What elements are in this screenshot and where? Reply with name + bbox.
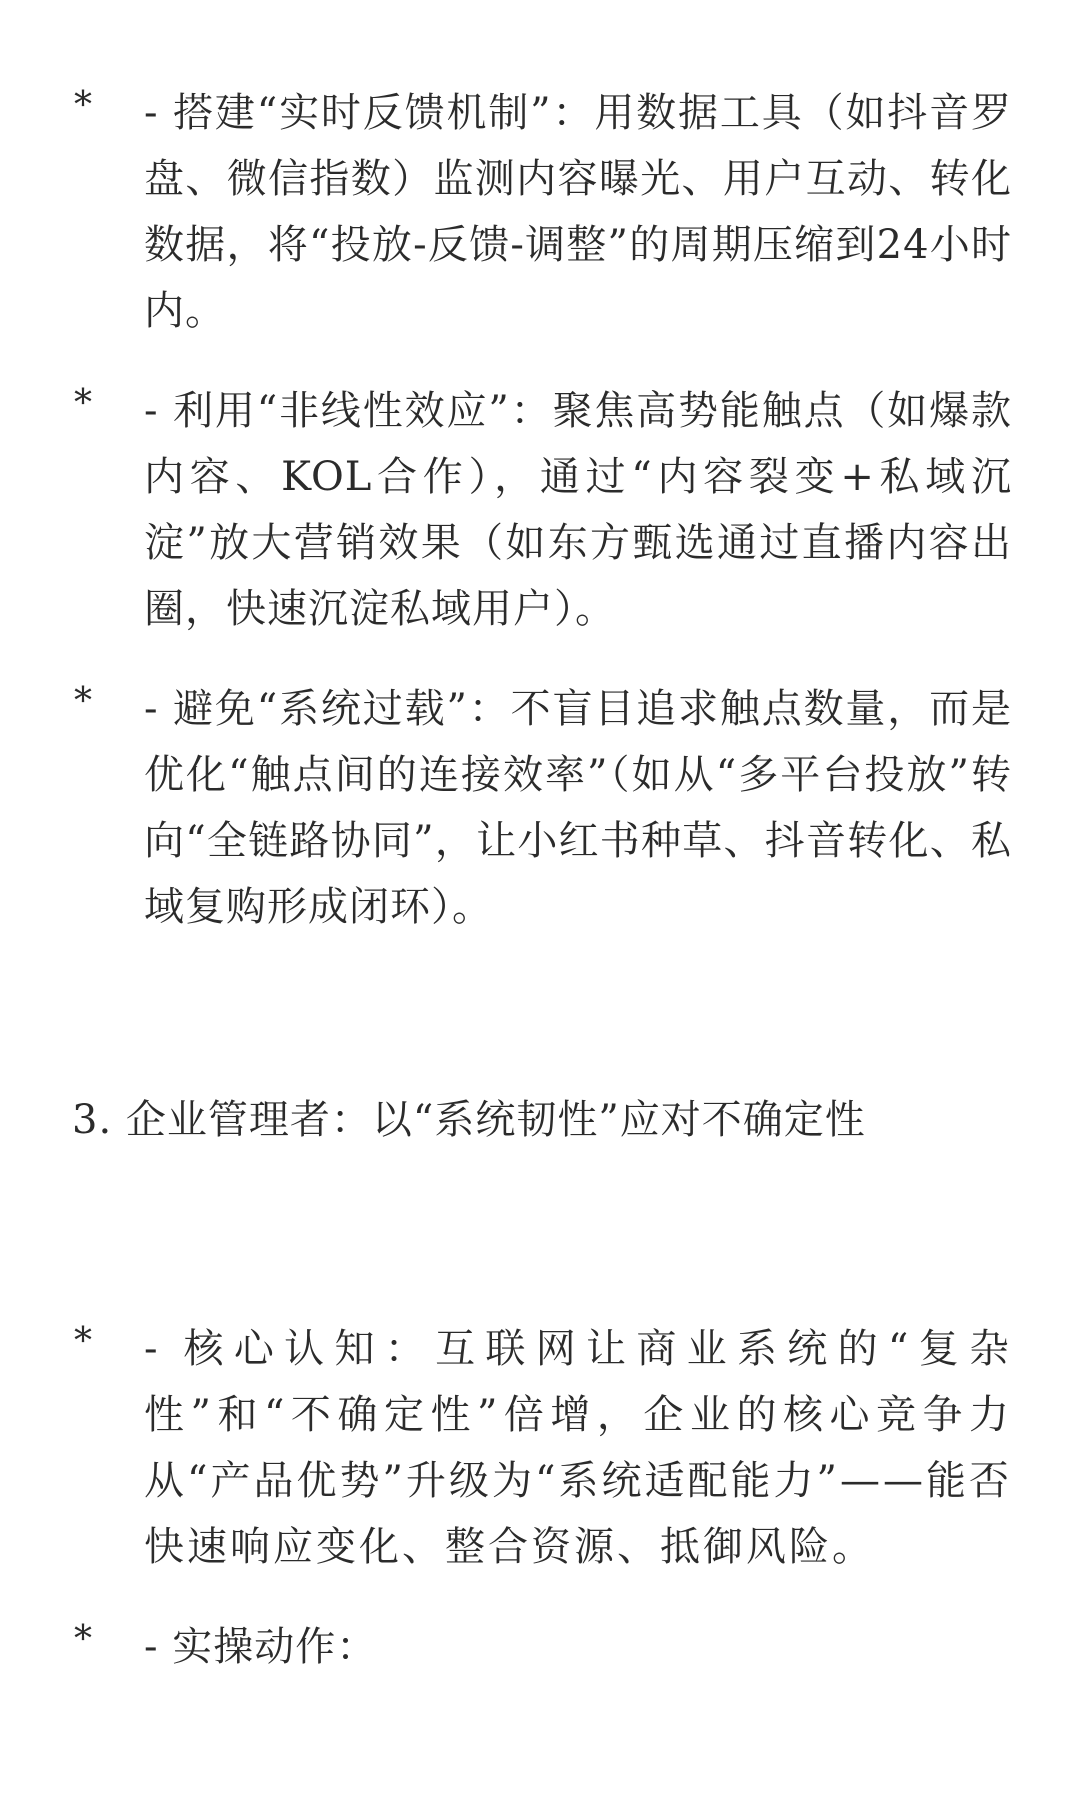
section-heading: 3. 企业管理者：以“系统韧性”应对不确定性	[72, 1097, 866, 1143]
bullet-marker: *	[74, 681, 92, 722]
bullet-marker: *	[74, 1321, 92, 1362]
bullet-marker: *	[74, 85, 92, 126]
bullet-marker: *	[74, 383, 92, 424]
list-item-text: - 利用“非线性效应”：聚焦高势能触点（如爆款内容、KOL合作），通过“内容裂变+私域沉淀”放大营销效果（如东方甄选通过直播内容出圈，快速沉淀私域用户）。	[144, 388, 1012, 632]
list-item-text: - 避免“系统过载”：不盲目追求触点数量，而是优化“触点间的连接效率”（如从“多平台投放”转向“全链路协同”，让小红书种草、抖音转化、私域复购形成闭环）。	[144, 686, 1012, 930]
bullet-marker: *	[74, 1619, 92, 1660]
list-item-text: - 实操动作：	[144, 1624, 378, 1670]
list-item-text: - 搭建“实时反馈机制”：用数据工具（如抖音罗盘、微信指数）监测内容曝光、用户互动、转化数据，将“投放-反馈-调整”的周期压缩到24小时内。	[144, 90, 1012, 334]
list-item-text: - 核心认知：互联网让商业系统的“复杂性”和“不确定性”倍增，企业的核心竞争力从“产品优势”升级为“系统适配能力”——能否快速响应变化、整合资源、抵御风险。	[144, 1326, 1012, 1570]
